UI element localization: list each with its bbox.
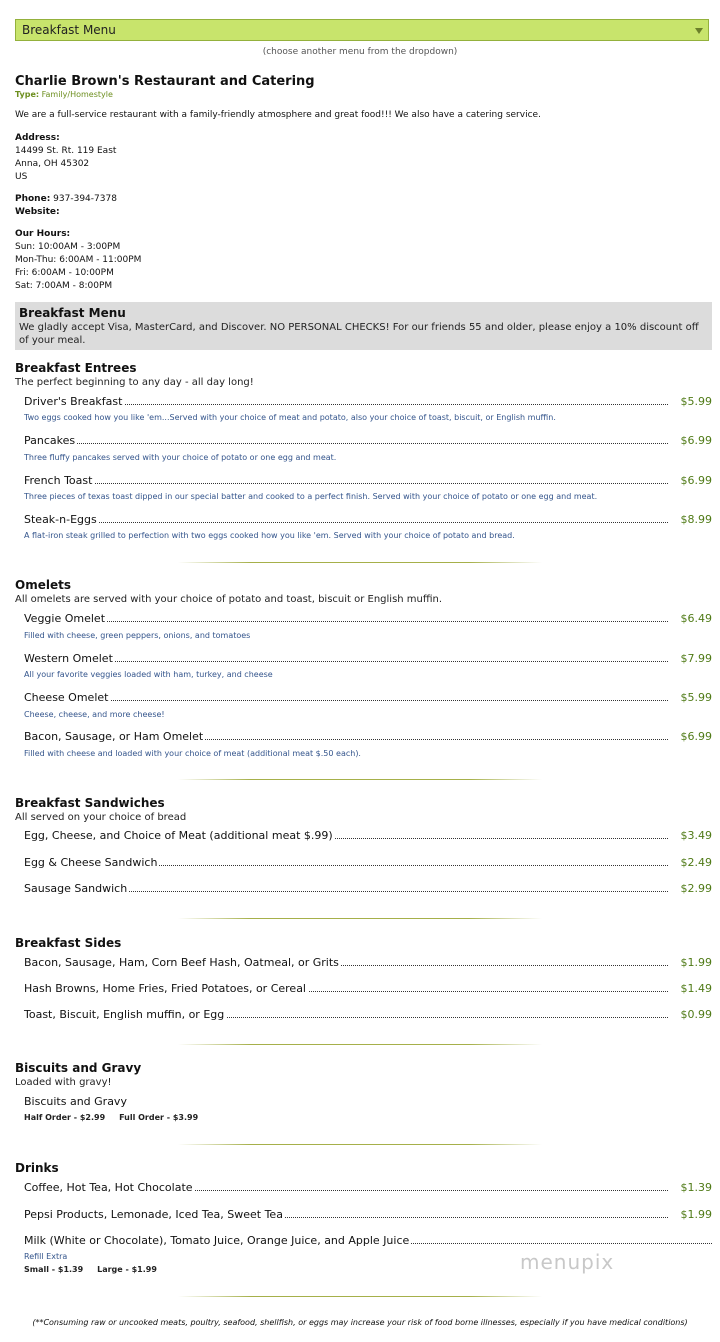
section-subtitle: All served on your choice of bread bbox=[15, 812, 187, 823]
hours-label: Our Hours: bbox=[15, 229, 71, 239]
item-name: Bacon, Sausage, or Ham Omelet bbox=[24, 730, 204, 743]
address-block bbox=[15, 132, 705, 184]
item-price: $5.99 bbox=[678, 395, 713, 408]
contact-block bbox=[15, 193, 705, 219]
item-description: Cheese, cheese, and more cheese! bbox=[24, 710, 165, 719]
restaurant-name: Charlie Brown's Restaurant and Catering bbox=[15, 74, 315, 89]
item-name: Bacon, Sausage, Ham, Corn Beef Hash, Oatmeal, or Grits bbox=[24, 956, 339, 969]
item-description: Refill Extra bbox=[24, 1252, 68, 1261]
item-price: $6.99 bbox=[678, 730, 713, 743]
section-title: Breakfast Sandwiches bbox=[15, 796, 165, 810]
item-name: Egg & Cheese Sandwich bbox=[24, 856, 158, 869]
section-divider bbox=[178, 1296, 542, 1297]
menu-item bbox=[24, 956, 712, 972]
item-description: Two eggs cooked how you like 'em...Served with your choice of meat and potato, also your choice of toast, biscuit, or English muffin. bbox=[24, 413, 556, 422]
dot-leader bbox=[24, 621, 668, 622]
dot-leader bbox=[24, 443, 668, 444]
item-name: Pancakes bbox=[24, 434, 76, 447]
menu-item bbox=[24, 652, 712, 668]
item-price: $6.49 bbox=[678, 612, 713, 625]
item-name: Egg, Cheese, and Choice of Meat (additional meat $.99) bbox=[24, 829, 333, 842]
dot-leader bbox=[24, 483, 668, 484]
hours-line: Sat: 7:00AM - 8:00PM bbox=[15, 281, 113, 291]
section-subtitle: The perfect beginning to any day - all day long! bbox=[15, 377, 254, 388]
item-name: Biscuits and Gravy bbox=[24, 1095, 127, 1108]
payment-notice bbox=[15, 302, 712, 350]
food-safety-disclaimer: (**Consuming raw or uncooked meats, poultry, seafood, shellfish, or eggs may increase your risk of food borne illnesses, especially if you have medical conditions) bbox=[32, 1318, 688, 1327]
menu-item bbox=[24, 1208, 712, 1224]
menu-item bbox=[24, 1234, 712, 1250]
notice-text: We gladly accept Visa, MasterCard, and Discover. NO PERSONAL CHECKS! For our friends 55 and older, please enjoy a 10% discount off of your meal. bbox=[19, 322, 699, 346]
menu-dropdown[interactable] bbox=[15, 19, 709, 41]
item-price: $7.99 bbox=[678, 652, 713, 665]
type-label: Type: bbox=[15, 90, 40, 99]
section-title: Breakfast Entrees bbox=[15, 361, 137, 375]
section-title: Omelets bbox=[15, 578, 71, 592]
item-price: $1.99 bbox=[678, 1208, 713, 1221]
item-description: Filled with cheese, green peppers, onions, and tomatoes bbox=[24, 631, 251, 640]
item-name: Coffee, Hot Tea, Hot Chocolate bbox=[24, 1181, 193, 1194]
section-subtitle: All omelets are served with your choice of potato and toast, biscuit or English muffin. bbox=[15, 594, 443, 605]
chevron-down-icon[interactable] bbox=[695, 28, 703, 34]
menu-dropdown-label: Breakfast Menu bbox=[22, 23, 116, 37]
dropdown-hint: (choose another menu from the dropdown) bbox=[262, 47, 458, 57]
item-price: $6.99 bbox=[678, 474, 713, 487]
item-name: Milk (White or Chocolate), Tomato Juice, Orange Juice, and Apple Juice bbox=[24, 1234, 410, 1247]
item-price: $1.39 bbox=[678, 1181, 713, 1194]
menu-item bbox=[24, 882, 712, 898]
item-name: Sausage Sandwich bbox=[24, 882, 128, 895]
item-name: Toast, Biscuit, English muffin, or Egg bbox=[24, 1008, 225, 1021]
section-title: Drinks bbox=[15, 1161, 59, 1175]
section-divider bbox=[178, 1044, 542, 1045]
notice-title: Breakfast Menu bbox=[19, 306, 126, 320]
item-price: $1.49 bbox=[678, 982, 713, 995]
dot-leader bbox=[24, 700, 668, 701]
section-divider bbox=[178, 918, 542, 919]
menu-item bbox=[24, 730, 712, 746]
website-label: Website: bbox=[15, 207, 60, 217]
item-options: Small - $1.39 Large - $1.99 bbox=[24, 1265, 157, 1274]
type-value: Family/Homestyle bbox=[41, 90, 113, 99]
section-title: Biscuits and Gravy bbox=[15, 1061, 142, 1075]
section-divider bbox=[178, 1144, 542, 1145]
menu-item bbox=[24, 1181, 712, 1197]
item-name: Driver's Breakfast bbox=[24, 395, 123, 408]
item-price: $3.49 bbox=[678, 829, 713, 842]
watermark-logo: menupix bbox=[520, 1250, 615, 1274]
menu-item bbox=[24, 474, 712, 490]
item-description: Three pieces of texas toast dipped in our special batter and cooked to a perfect finish. Served with your choice of potato or one egg and meat. bbox=[24, 492, 598, 501]
item-description: A flat-iron steak grilled to perfection with two eggs cooked how you like 'em. Served with your choice of potato and bread. bbox=[24, 531, 515, 540]
item-name: Cheese Omelet bbox=[24, 691, 109, 704]
item-price: $2.99 bbox=[678, 882, 713, 895]
item-name: Hash Browns, Home Fries, Fried Potatoes, or Cereal bbox=[24, 982, 306, 995]
menu-item bbox=[24, 612, 712, 628]
item-price: $0.99 bbox=[678, 1008, 713, 1021]
section-divider bbox=[178, 562, 542, 563]
restaurant-type bbox=[15, 90, 705, 99]
item-description: Filled with cheese and loaded with your choice of meat (additional meat $.50 each). bbox=[24, 749, 361, 758]
restaurant-description: We are a full-service restaurant with a family-friendly atmosphere and great food!!! We also have a catering service. bbox=[15, 110, 541, 120]
address-label: Address: bbox=[15, 133, 60, 143]
item-name: Pepsi Products, Lemonade, Iced Tea, Sweet Tea bbox=[24, 1208, 283, 1221]
menu-item bbox=[24, 395, 712, 411]
item-price: $5.99 bbox=[678, 691, 713, 704]
item-name: Western Omelet bbox=[24, 652, 113, 665]
hours-line: Fri: 6:00AM - 10:00PM bbox=[15, 268, 114, 278]
item-name: French Toast bbox=[24, 474, 93, 487]
item-price: $6.99 bbox=[678, 434, 713, 447]
menu-item bbox=[24, 434, 712, 450]
item-description: All your favorite veggies loaded with ham, turkey, and cheese bbox=[24, 670, 273, 679]
item-price: $8.99 bbox=[678, 513, 713, 526]
hours-line: Sun: 10:00AM - 3:00PM bbox=[15, 242, 121, 252]
menu-item bbox=[24, 829, 712, 845]
item-price: $1.99 bbox=[678, 956, 713, 969]
section-title: Breakfast Sides bbox=[15, 936, 122, 950]
section-divider bbox=[178, 779, 542, 780]
item-name: Veggie Omelet bbox=[24, 612, 106, 625]
item-price: $2.49 bbox=[678, 856, 713, 869]
phone-label: Phone: bbox=[15, 194, 51, 204]
section-subtitle: Loaded with gravy! bbox=[15, 1077, 112, 1088]
menu-item bbox=[24, 1008, 712, 1024]
address-line: Anna, OH 45302 bbox=[15, 159, 90, 169]
item-options: Half Order - $2.99 Full Order - $3.99 bbox=[24, 1113, 199, 1122]
menu-item bbox=[24, 691, 712, 707]
item-description: Three fluffy pancakes served with your choice of potato or one egg and meat. bbox=[24, 453, 337, 462]
address-line: 14499 St. Rt. 119 East bbox=[15, 146, 117, 156]
dot-leader bbox=[24, 522, 668, 523]
menu-item bbox=[24, 982, 712, 998]
hours-line: Mon-Thu: 6:00AM - 11:00PM bbox=[15, 255, 142, 265]
hours-block bbox=[15, 228, 705, 293]
dot-leader bbox=[24, 661, 668, 662]
item-name: Steak-n-Eggs bbox=[24, 513, 97, 526]
menu-item bbox=[24, 513, 712, 529]
address-line: US bbox=[15, 172, 28, 182]
menu-item bbox=[24, 856, 712, 872]
phone-number[interactable]: 937-394-7378 bbox=[53, 194, 117, 204]
menu-item bbox=[24, 1095, 712, 1111]
